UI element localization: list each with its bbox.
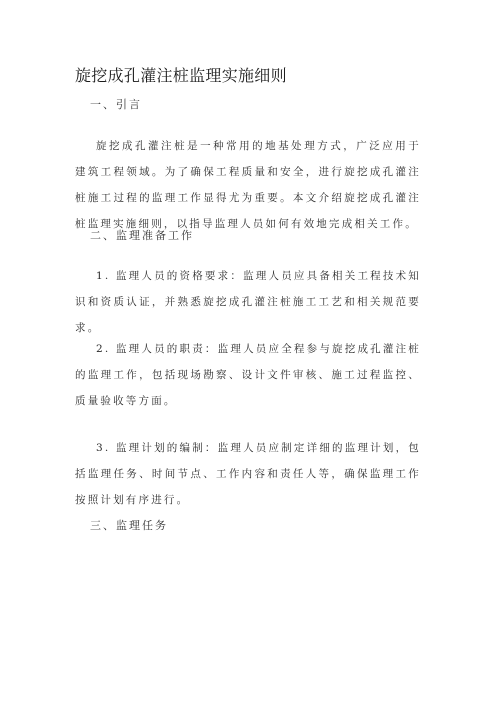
section-heading-tasks: 三、监理任务 — [90, 519, 168, 532]
document-title: 旋挖成孔灌注桩监理实施细则 — [75, 66, 287, 85]
paragraph-qualification: 1. 监理人员的资格要求：监理人员应具备相关工程技术知识和资质认证，并熟悉旋挖成孔灌注桩施工工艺和相关规范要求。 — [75, 270, 421, 334]
paragraph-supervision-plan: 3. 监理计划的编制：监理人员应制定详细的监理计划，包括监理任务、时间节点、工作内容和责任人等，确保监理工作按照计划有序进行。 — [75, 442, 421, 506]
paragraph-responsibilities: 2. 监理人员的职责：监理人员应全程参与旋挖成孔灌注桩的监理工作，包括现场勘察、设计文件审核、施工过程监控、质量验收等方面。 — [75, 343, 421, 407]
section-heading-introduction: 一、引言 — [90, 98, 142, 111]
paragraph-introduction: 旋挖成孔灌注桩是一种常用的地基处理方式，广泛应用于建筑工程领域。为了确保工程质量和安全，进行旋挖成孔灌注桩施工过程的监理工作显得尤为重要。本文介绍旋挖成孔灌注桩监理实施细则，以指导监理人员如何有效地完成相关工作。 — [75, 140, 421, 230]
section-heading-preparation: 二、监理准备工作 — [90, 229, 194, 242]
